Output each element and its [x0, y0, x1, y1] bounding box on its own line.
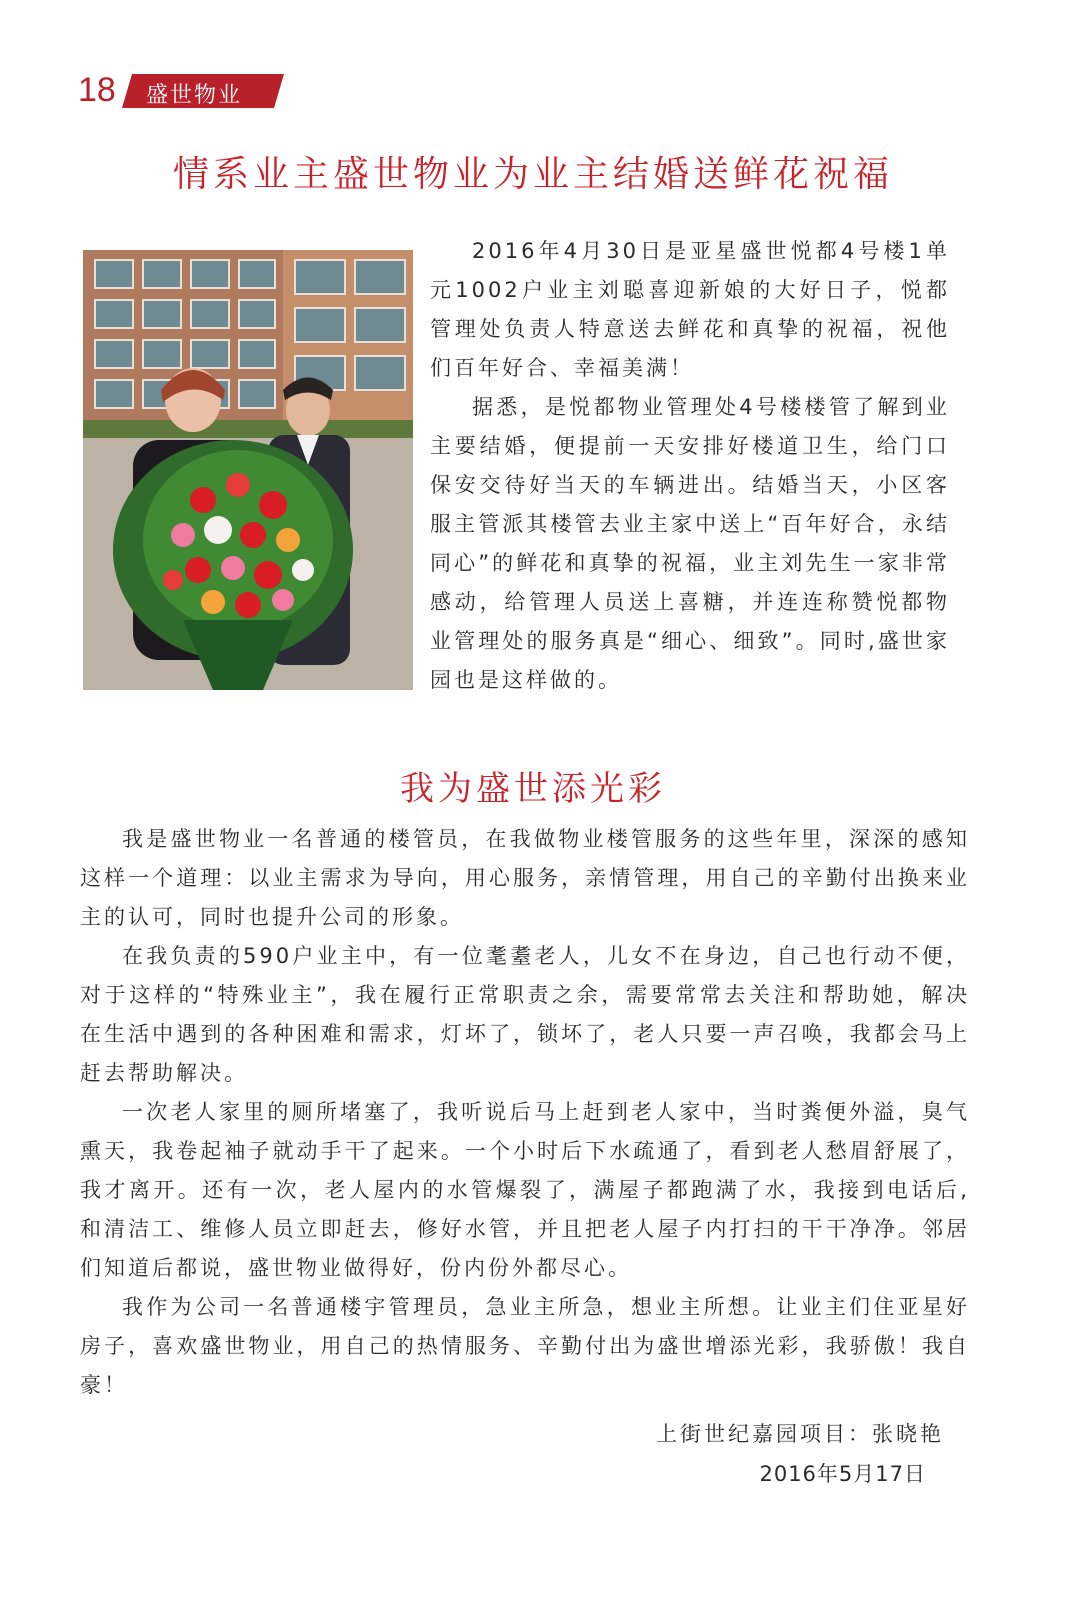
section-label: 盛世物业 [146, 83, 243, 108]
article-paragraph: 2016年4月30日是亚星盛世悦都4号楼1单元1002户业主刘聪喜迎新娘的大好日子，悦都管理处负责人特意送去鲜花和真挚的祝福，祝他们百年好合、幸福美满！ [430, 239, 950, 380]
article-author: 上街世纪嘉园项目：张晓艳 [656, 1422, 944, 1446]
article-title: 我为盛世添光彩 [400, 769, 666, 809]
article-body [430, 232, 950, 700]
article-photo [83, 250, 413, 690]
article-paragraph: 据悉，是悦都物业管理处4号楼楼管了解到业主要结婚，便提前一天安排好楼道卫生，给门口保安交待好当天的车辆进出。结婚当天，小区客服主管派其楼管去业主家中送上“百年好合，永结同心”的鲜花和真挚的祝福，业主刘先生一家非常感动，给管理人员送上喜糖，并连连称赞悦都物业管理处的服务真是“细心、细致”。同时,盛世家园也是这样做的。 [430, 395, 950, 692]
article-date: 2016年5月17日 [759, 1462, 926, 1486]
article-paragraph: 我是盛世物业一名普通的楼管员，在我做物业楼管服务的这些年里，深深的感知这样一个道理：以业主需求为导向，用心服务，亲情管理，用自己的辛勤付出换来业主的认可，同时也提升公司的形象。 [80, 827, 970, 929]
section-tab [122, 74, 284, 108]
article-paragraph: 在我负责的590户业主中，有一位耄耋老人，儿女不在身边，自己也行动不便，对于这样的“特殊业主”，我在履行正常职责之余，需要常常去关注和帮助她，解决在生活中遇到的各种困难和需求，灯坏了，锁坏了，老人只要一声召唤，我都会马上赶去帮助解决。 [80, 944, 970, 1085]
article-paragraph: 一次老人家里的厕所堵塞了，我听说后马上赶到老人家中，当时粪便外溢，臭气熏天，我卷起袖子就动手干了起来。一个小时后下水疏通了，看到老人愁眉舒展了，我才离开。还有一次，老人屋内的水管爆裂了，满屋子都跑满了水，我接到电话后,和清洁工、维修人员立即赶去，修好水管，并且把老人屋子内打扫的干干净净。邻居们知道后都说，盛世物业做得好，份内份外都尽心。 [80, 1100, 970, 1280]
article-body [80, 820, 970, 1405]
page-number: 18 [78, 71, 116, 109]
article-title: 情系业主盛世物业为业主结婚送鲜花祝福 [172, 154, 893, 195]
article-paragraph: 我作为公司一名普通楼宇管理员，急业主所急，想业主所想。让业主们住亚星好房子，喜欢盛世物业，用自己的热情服务、辛勤付出为盛世增添光彩，我骄傲！我自豪！ [80, 1295, 970, 1397]
